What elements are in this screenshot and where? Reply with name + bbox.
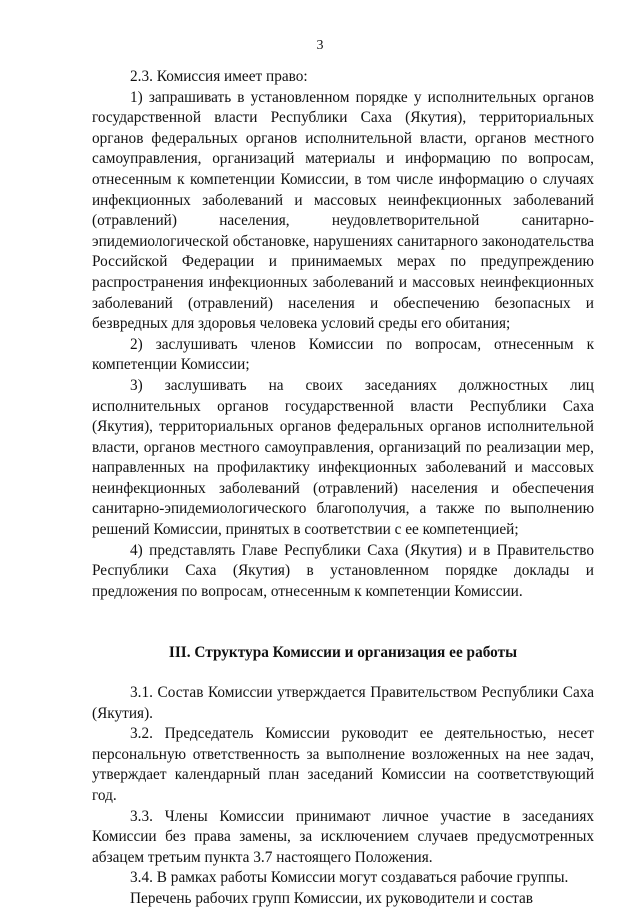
document-body	[92, 67, 594, 910]
paragraph-right-4: 4) представлять Главе Республики Саха (Якутия) и в Правительство Республики Саха (Якутия) в установленном порядке доклады и предложения по вопросам, отнесенным к компетенции Комиссии.	[92, 541, 594, 600]
paragraph-right-2: 2) заслушивать членов Комиссии по вопросам, отнесенным к компетенции Комиссии;	[92, 335, 594, 374]
section-title-3: III. Структура Комиссии и организация ее работы	[168, 644, 518, 662]
paragraph-3-4: 3.4. В рамках работы Комиссии могут создаваться рабочие группы.	[130, 869, 569, 887]
paragraph-working-groups: Перечень рабочих групп Комиссии, их руководители и состав	[130, 889, 533, 907]
paragraph-3-1: 3.1. Состав Комиссии утверждается Правительством Республики Саха (Якутия).	[92, 684, 594, 722]
page-number: 3	[316, 38, 324, 53]
paragraph-right-1: 1) запрашивать в установленном порядке у исполнительных органов государственной власти Республики Саха (Якутия), территориальных органов федеральных органов исполнительной власти, органов местного самоуправления, организаций материалы и информацию по вопросам, отнесенным к компетенции Комиссии, в том числе информацию о случаях инфекционных заболеваний и массовых неинфекционных заболеваний (отравлений) населения, неудовлетворительной санитарно-эпидемиологической обстановке, нарушениях санитарного законодательства Российской Федерации и принимаемых мерах по предупреждению распространения инфекционных заболеваний и массовых неинфекционных заболеваний (отравлений) населения и обеспечению безопасных и безвредных для здоровья человека условий среды его обитания;	[92, 88, 594, 333]
paragraph-2-3: 2.3. Комиссия имеет право:	[130, 68, 308, 85]
paragraph-3-2: 3.2. Председатель Комиссии руководит ее деятельностью, несет персональную ответственность за выполнение возложенных на нее задач, утверждает календарный план заседаний Комиссии на соответствующий год.	[92, 725, 594, 804]
paragraph-right-3: 3) заслушивать на своих заседаниях должностных лиц исполнительных органов государственной власти Республики Саха (Якутия), территориальных органов федеральных органов исполнительной власти, органов местного самоуправления, организаций по реализации мер, направленных на профилактику инфекционных заболеваний и массовых неинфекционных заболеваний (отравлений) населения и обеспечения санитарно-эпидемиологического благополучия, а также по выполнению решений Комиссии, принятых в соответствии с ее компетенцией;	[92, 376, 594, 539]
paragraph-3-3: 3.3. Члены Комиссии принимают личное участие в заседаниях Комиссии без права замены, за исключением случаев предусмотренных абзацем третьим пункта 3.7 настоящего Положения.	[92, 807, 594, 866]
